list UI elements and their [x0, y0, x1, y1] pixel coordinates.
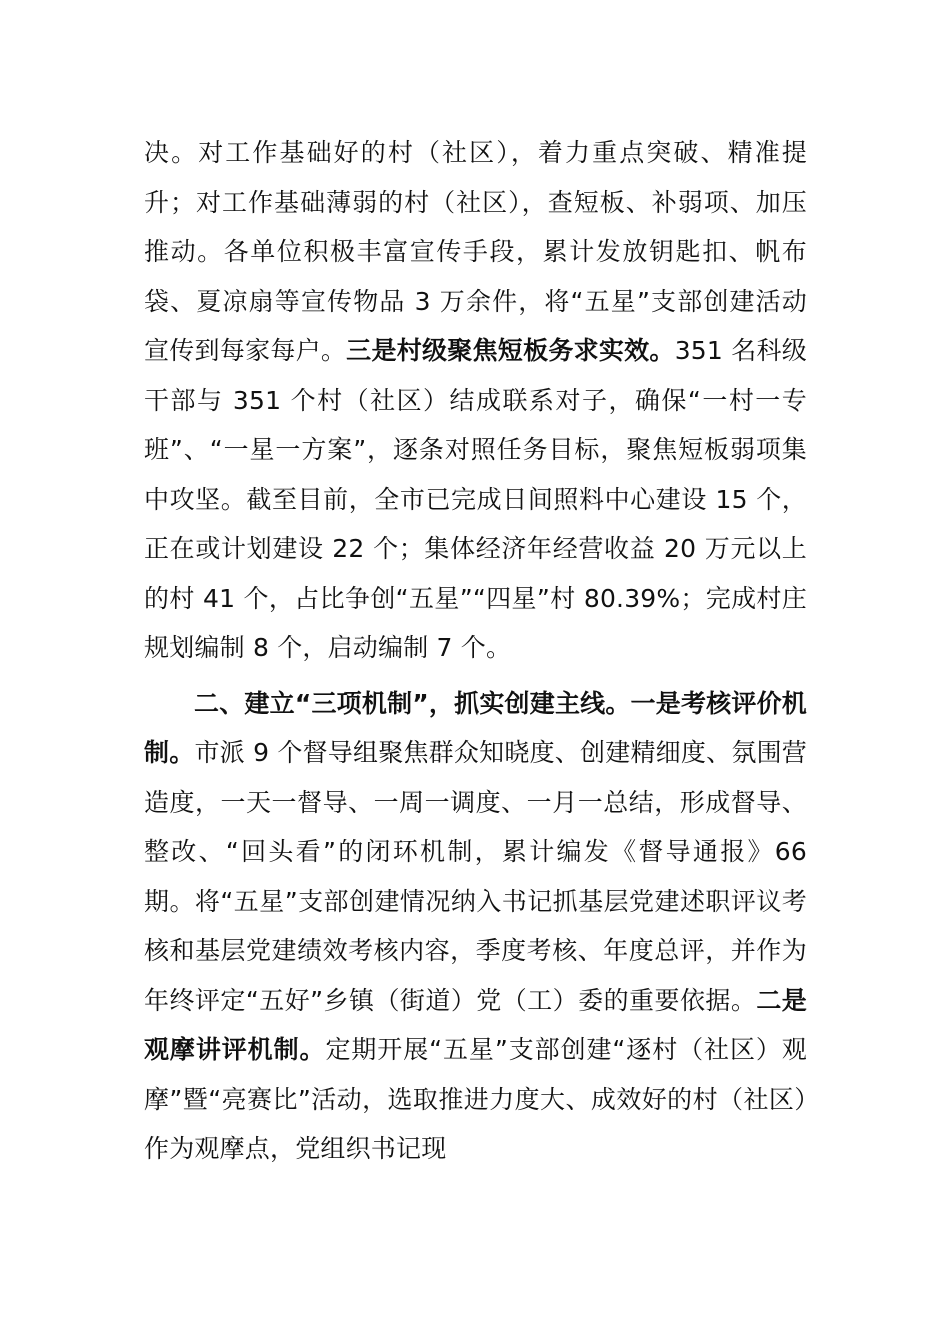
paragraph-2-bold-heading: 二是观摩讲评机制。 [144, 985, 808, 1064]
paragraph-1 [144, 128, 807, 673]
paragraph-1-text-2: 351 名科级干部与 351 个村（社区）结成联系对子，确保“一村一专班”、“一星一方案”，逐条对照任务目标，聚焦短板弱项集中攻坚。截至目前，全市已完成日间照料中心建设 15 个，正在或计划建设 22 个；集体经济年经营收益 20 万元以上的村 41 个，占比争创“五星”“四星”村 80.39%；完成村庄规划编制 8 个，启动编制 7 个。 [144, 336, 807, 662]
paragraph-2-text-2: 定期开展“五星”支部创建“逐村（社区）观摩”暨“亮赛比”活动，选取推进力度大、成效好的村（社区）作为观摩点，党组织书记现 [144, 1035, 808, 1163]
paragraph-2 [144, 679, 807, 1174]
paragraph-2-section-heading: 二、建立“三项机制”，抓实创建主线。一是考核评价机制。 [144, 688, 807, 767]
paragraph-1-text-1: 决。对工作基础好的村（社区），着力重点突破、精准提升；对工作基础薄弱的村（社区），查短板、补弱项、加压推动。各单位积极丰富宣传手段，累计发放钥匙扣、帆布袋、夏凉扇等宣传物品 3 万余件，将“五星”支部创建活动宣传到每家每户。 [144, 138, 807, 365]
paragraph-1-bold-heading: 三是村级聚焦短板务求实效。 [346, 336, 675, 365]
paragraph-2-text-1: 市派 9 个督导组聚焦群众知晓度、创建精细度、氛围营造度，一天一督导、一周一调度、一月一总结，形成督导、整改、“回头看”的闭环机制，累计编发《督导通报》66 期。将“五星”支部创建情况纳入书记抓基层党建述职评议考核和基层党建绩效考核内容，季度考核、年度总评，并作为年终评定“五好”乡镇（街道）党（工）委的重要依据。 [144, 738, 807, 1015]
document-page [144, 128, 807, 1174]
